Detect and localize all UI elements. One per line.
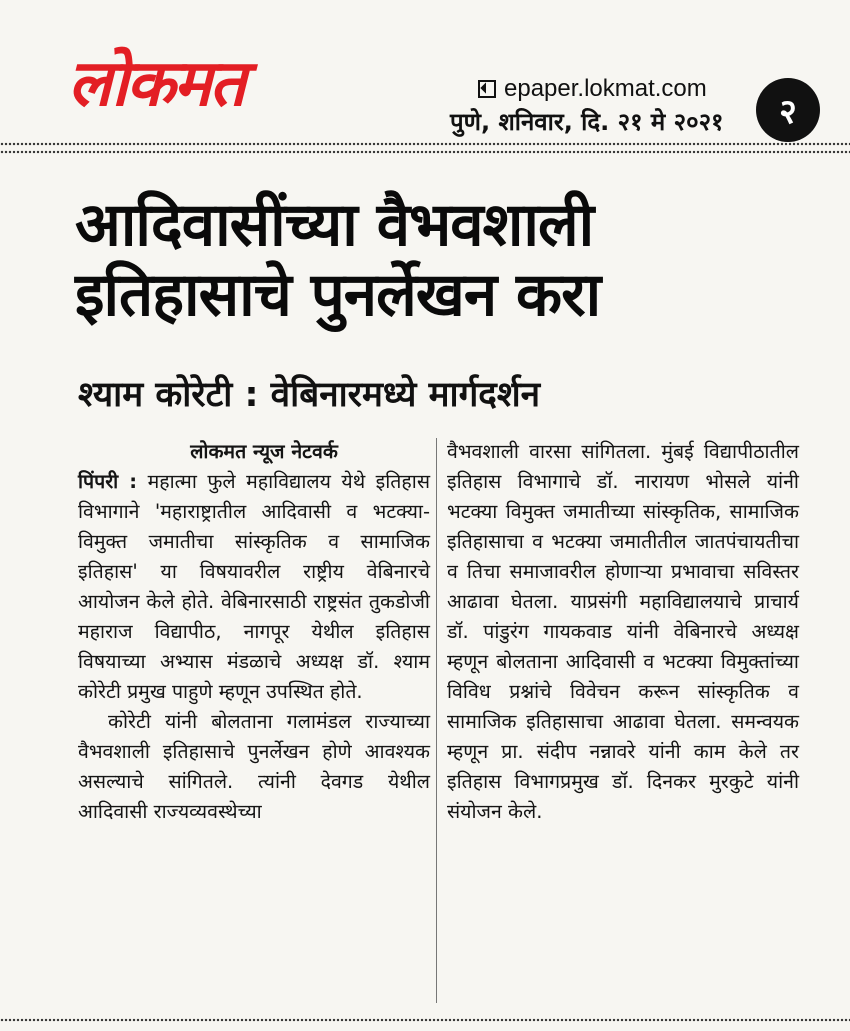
page-bottom-rule <box>0 1018 850 1022</box>
masthead-divider <box>0 142 850 146</box>
masthead-divider-secondary <box>0 150 850 154</box>
byline: लोकमत न्यूज नेटवर्क <box>190 440 338 463</box>
epaper-url: epaper.lokmat.com <box>504 75 707 102</box>
article-paragraph-2: कोरेटी यांनी बोलताना गलामंडल राज्याच्या वैभवशाली इतिहासाचे पुनर्लेखन होणे आवश्यक असल्याचे सांगितले. त्यांनी देवगड येथील आदिवासी राज्यव्यवस्थेच्या <box>78 710 430 823</box>
masthead <box>0 0 850 160</box>
article-column-right <box>447 437 799 827</box>
page-number-badge: २ <box>756 78 820 142</box>
epaper-link[interactable] <box>478 77 707 101</box>
article-column-left <box>78 437 430 827</box>
column-divider <box>436 438 437 1003</box>
edition-dateline: पुणे, शनिवार, दि. २१ मे २०२१ <box>450 108 724 136</box>
dateline-place: पिंपरी : <box>78 470 138 493</box>
article-paragraph-1 <box>78 467 430 707</box>
cursor-arrow-icon <box>478 80 496 98</box>
article-subheadline: श्याम कोरेटी : वेबिनारमध्ये मार्गदर्शन <box>78 375 541 415</box>
article-paragraph-3: वैभवशाली वारसा सांगितला. मुंबई विद्यापीठातील इतिहास विभागाचे डॉ. नारायण भोसले यांनी भटक्या विमुक्त जमातीच्या सांस्कृतिक, सामाजिक इतिहासाचा व भटक्या जमातीतील जातपंचायतीचा व तिचा समाजावरील होणाऱ्या प्रभावाचा सविस्तर आढावा घेतला. याप्रसंगी महाविद्यालयाचे प्राचार्य डॉ. पांडुरंग गायकवाड यांनी वेबिनारचे अध्यक्ष म्हणून बोलताना आदिवासी व भटक्या विमुक्तांच्या विविध प्रश्नांचे विवेचन करून सांस्कृतिक व सामाजिक इतिहासाचा आढावा घेतला. समन्वयक म्हणून प्रा. संदीप नन्नावरे यांनी काम केले तर इतिहास विभागप्रमुख डॉ. दिनकर मुरकुटे यांनी संयोजन केले. <box>447 440 799 823</box>
paragraph-1-text: महात्मा फुले महाविद्यालय येथे इतिहास विभागाने 'महाराष्ट्रातील आदिवासी व भटक्या-विमुक्त जमातीचा सांस्कृतिक व सामाजिक इतिहास' या विषयावरील राष्ट्रीय वेबिनारचे आयोजन केले होते. वेबिनारसाठी राष्ट्रसंत तुकडोजी महाराज विद्यापीठ, नागपूर येथील इतिहास विषयाच्या अभ्यास मंडळाचे अध्यक्ष डॉ. श्याम कोरेटी प्रमुख पाहुणे म्हणून उपस्थित होते. <box>78 470 430 703</box>
lokmat-logo: लोकमत <box>68 46 244 121</box>
article-headline: आदिवासींच्या वैभवशाली इतिहासाचे पुनर्लेखन करा <box>75 190 601 330</box>
